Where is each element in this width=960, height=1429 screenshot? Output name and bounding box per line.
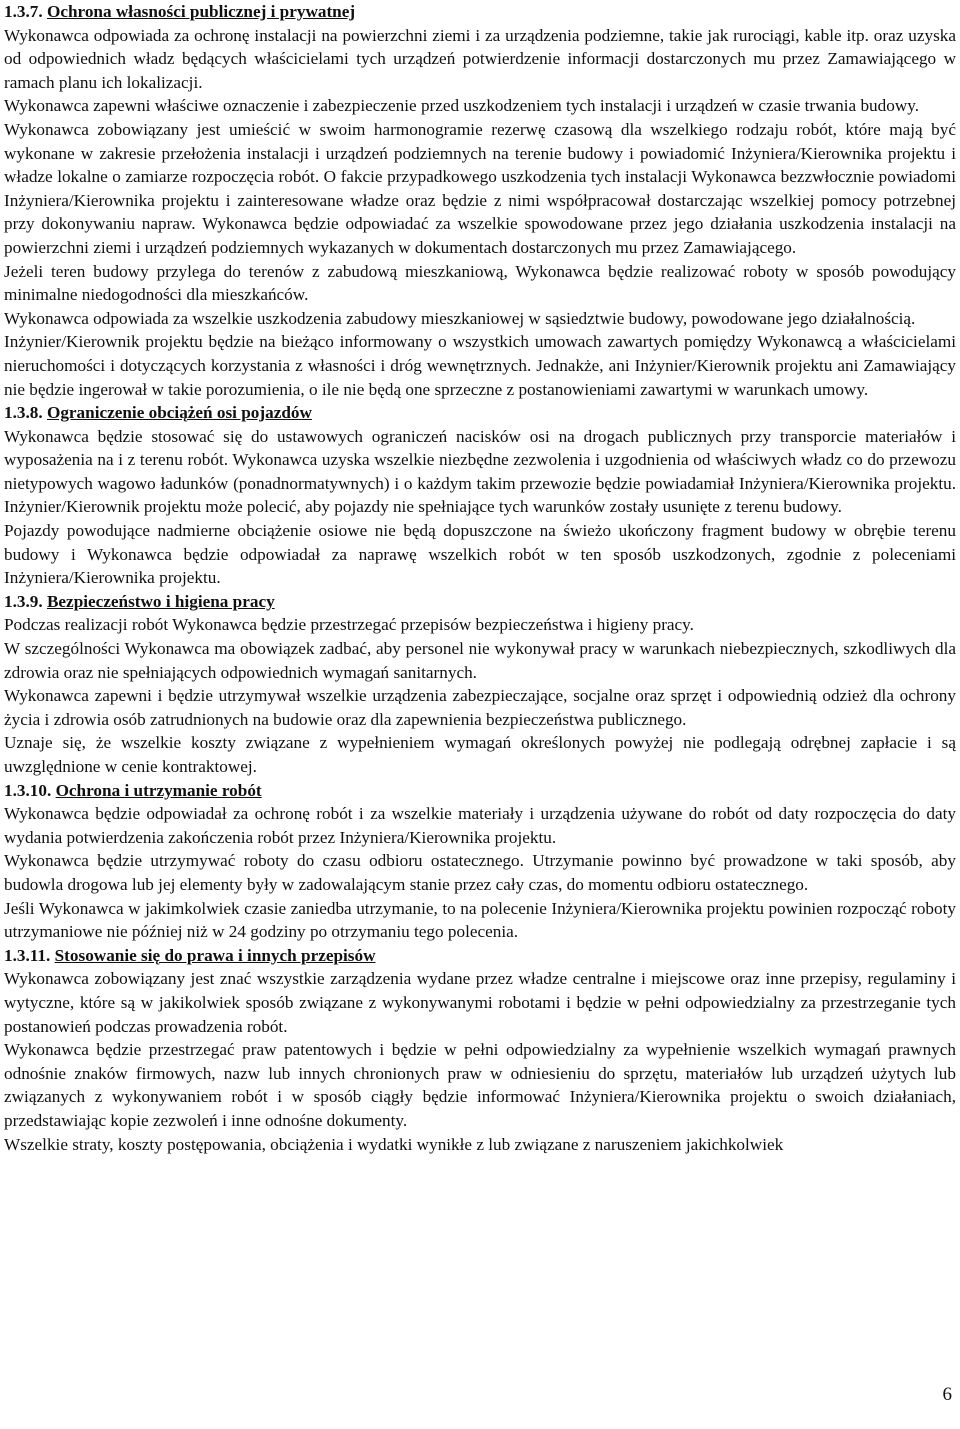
paragraph: Wykonawca będzie przestrzegać praw patentowych i będzie w pełni odpowiedzialny za wypełnienie wszelkich wymagań prawnych odnośnie znaków firmowych, nazw lub innych chronionych praw w odniesieniu do sprzętu, materiałów lub urządzeń użytych lub związanych z wykonywaniem robót i w sposób ciągły będzie informować Inżyniera/Kierownika projektu o swoich działaniach, przedstawiając kopie zezwoleń i inne odnośne dokumenty.	[4, 1040, 956, 1130]
section-1-3-8	[4, 401, 956, 590]
section-heading	[4, 944, 956, 968]
section-title: Ochrona i utrzymanie robót	[55, 780, 262, 800]
section-heading	[4, 0, 956, 24]
section-heading	[4, 590, 956, 614]
paragraph: Wykonawca zapewni właściwe oznaczenie i zabezpieczenie przed uszkodzeniem tych instalacji i urządzeń w czasie trwania budowy.	[4, 96, 920, 116]
page-number: 6	[942, 1384, 952, 1405]
section-title: Stosowanie się do prawa i innych przepisów	[54, 945, 376, 965]
paragraph: Jeśli Wykonawca w jakimkolwiek czasie zaniedba utrzymanie, to na polecenie Inżyniera/Kierownika projektu powinien rozpocząć roboty utrzymaniowe nie później niż w 24 godziny po otrzymaniu tego polecenia.	[4, 898, 956, 942]
section-1-3-10	[4, 779, 956, 944]
paragraph: Uznaje się, że wszelkie koszty związane z wypełnieniem wymagań określonych powyżej nie podlegają odrębnej zapłacie i są uwzględnione w cenie kontraktowej.	[4, 733, 956, 776]
section-heading	[4, 401, 956, 425]
section-number: 1.3.8.	[4, 403, 43, 423]
section-title: Bezpieczeństwo i higiena pracy	[46, 591, 275, 611]
section-1-3-11	[4, 944, 956, 1156]
paragraph: W szczególności Wykonawca ma obowiązek zadbać, aby personel nie wykonywał pracy w warunkach niebezpiecznych, szkodliwych dla zdrowia oraz nie spełniających odpowiednich wymagań sanitarnych.	[4, 639, 956, 682]
paragraph: Wykonawca będzie odpowiadał za ochronę robót i za wszelkie materiały i urządzenia używane do robót od daty rozpoczęcia do daty wydania potwierdzenia zakończenia robót przez Inżyniera/Kierownika projektu.	[4, 804, 956, 847]
paragraph: Wykonawca zobowiązany jest umieścić w swoim harmonogramie rezerwę czasową dla wszelkiego rodzaju robót, które mają być wykonane w zakresie przełożenia instalacji i urządzeń podziemnych na terenie budowy i powiadomić Inżyniera/Kierownika projektu i władze lokalne o zamiarze rozpoczęcia robót. O fakcie przypadkowego uszkodzenia tych instalacji Wykonawca bezzwłocznie powiadomi Inżyniera/Kierownika projektu i zainteresowane władze oraz będzie z nimi współpracował dostarczając wszelkiej pomocy potrzebnej przy dokonywaniu napraw. Wykonawca będzie odpowiadać za wszelkie spowodowane przez jego działania uszkodzenia instalacji na powierzchni ziemi i urządzeń podziemnych wykazanych w dokumentach dostarczonych mu przez Zamawiającego.	[4, 119, 956, 257]
paragraph: Wykonawca będzie utrzymywać roboty do czasu odbioru ostatecznego. Utrzymanie powinno być prowadzone w taki sposób, aby budowla drogowa lub jej elementy były w zadowalającym stanie przez cały czas, do momentu odbioru ostatecznego.	[4, 851, 956, 894]
section-1-3-7	[4, 0, 956, 401]
paragraph: Wykonawca zobowiązany jest znać wszystkie zarządzenia wydane przez władze centralne i miejscowe oraz inne przepisy, regulaminy i wytyczne, które są w jakikolwiek sposób związane z wykonywanymi robotami i będzie w pełni odpowiedzialny za przestrzeganie tych postanowień podczas prowadzenia robót.	[4, 969, 956, 1036]
paragraph: Wykonawca zapewni i będzie utrzymywał wszelkie urządzenia zabezpieczające, socjalne oraz sprzęt i odpowiednią odzież dla ochrony życia i zdrowia osób zatrudnionych na budowie oraz dla zapewnienia bezpieczeństwa publicznego.	[4, 686, 956, 729]
section-number: 1.3.9.	[4, 591, 43, 611]
paragraph: Inżynier/Kierownik projektu będzie na bieżąco informowany o wszystkich umowach zawartych pomiędzy Wykonawcą a właścicielami nieruchomości i dotyczących korzystania z własności i dróg wewnętrznych. Jednakże, ani Inżynier/Kierownik projektu ani Zamawiający nie będzie ingerował w takie porozumienia, o ile nie będą one sprzeczne z postanowieniami zawartymi w warunkach umowy.	[4, 332, 956, 399]
section-number: 1.3.11.	[4, 945, 51, 965]
paragraph: Jeżeli teren budowy przylega do terenów z zabudową mieszkaniową, Wykonawca będzie realizować roboty w sposób powodujący minimalne niedogodności dla mieszkańców.	[4, 261, 956, 305]
paragraph: Pojazdy powodujące nadmierne obciążenie osiowe nie będą dopuszczone na świeżo ukończony fragment budowy w obrębie terenu budowy i Wykonawca będzie odpowiadał za naprawę wszelkich robót w ten sposób uszkodzonych, zgodnie z poleceniami Inżyniera/Kierownika projektu.	[4, 521, 956, 588]
section-title: Ochrona własności publicznej i prywatnej	[46, 2, 356, 21]
paragraph: Wykonawca będzie stosować się do ustawowych ograniczeń nacisków osi na drogach publicznych przy transporcie materiałów i wyposażenia na i z terenu robót. Wykonawca uzyska wszelkie niezbędne zezwolenia i uzgodnienia od właściwych władz co do przewozu nietypowych wagowo ładunków (ponadnormatywnych) i o każdym takim przewozie będzie powiadamiał Inżyniera/Kierownika projektu. Inżynier/Kierownik projektu może polecić, aby pojazdy nie spełniające tych warunków zostały usunięte z terenu budowy.	[4, 426, 956, 517]
paragraph: Wykonawca odpowiada za ochronę instalacji na powierzchni ziemi i za urządzenia podziemne, takie jak rurociągi, kable itp. oraz uzyska od odpowiednich władz będących właścicielami tych urządzeń potwierdzenie informacji dostarczonych mu przez Zamawiającego w ramach planu ich lokalizacji.	[4, 25, 956, 92]
section-heading	[4, 779, 956, 803]
paragraph: Podczas realizacji robót Wykonawca będzie przestrzegać przepisów bezpieczeństwa i higieny pracy.	[4, 615, 694, 635]
section-title: Ograniczenie obciążeń osi pojazdów	[46, 403, 312, 423]
document-body	[4, 0, 956, 1156]
section-number: 1.3.10.	[4, 780, 52, 800]
paragraph: Wszelkie straty, koszty postępowania, obciążenia i wydatki wynikłe z lub związane z naruszeniem jakichkolwiek	[4, 1134, 784, 1154]
section-1-3-9	[4, 590, 956, 779]
section-number: 1.3.7.	[4, 2, 43, 21]
paragraph: Wykonawca odpowiada za wszelkie uszkodzenia zabudowy mieszkaniowej w sąsiedztwie budowy, powodowane jego działalnością.	[4, 308, 916, 328]
